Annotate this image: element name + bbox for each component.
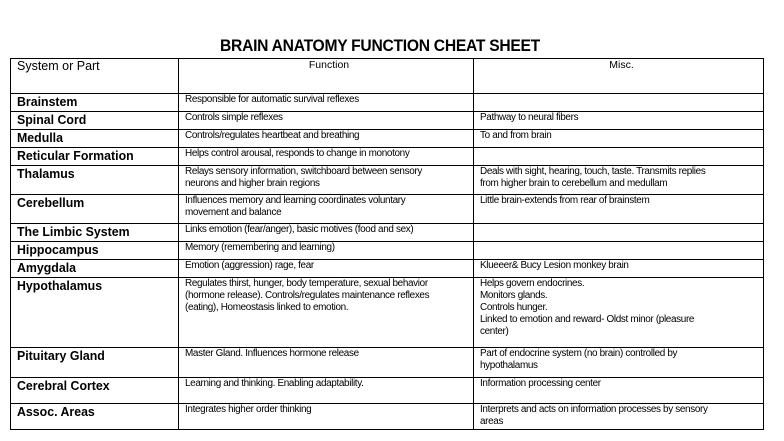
part-name: Hippocampus xyxy=(17,243,99,257)
table-row xyxy=(11,94,764,112)
misc-cell xyxy=(474,378,764,404)
function-text-line: (eating), Homeostasis linked to emotion. xyxy=(185,302,349,313)
part-cell xyxy=(11,378,179,404)
table-header-row xyxy=(11,59,764,94)
page-title: BRAIN ANATOMY FUNCTION CHEAT SHEET xyxy=(220,36,540,55)
misc-text-line: Deals with sight, hearing, touch, taste. Transmits replies xyxy=(480,166,706,177)
function-cell xyxy=(179,148,474,166)
misc-text-line: from higher brain to cerebellum and medullam xyxy=(480,178,668,189)
table-row xyxy=(11,404,764,430)
misc-text-line: Interprets and acts on information processes by sensory xyxy=(480,404,708,415)
function-cell xyxy=(179,278,474,348)
misc-cell xyxy=(474,224,764,242)
table-row xyxy=(11,224,764,242)
function-text-line: Helps control arousal, responds to change in monotony xyxy=(185,148,410,159)
misc-cell xyxy=(474,94,764,112)
table-row xyxy=(11,112,764,130)
function-text-line: Memory (remembering and learning) xyxy=(185,242,335,253)
part-cell xyxy=(11,112,179,130)
misc-text-line: To and from brain xyxy=(480,130,552,141)
function-text-line: Emotion (aggression) rage, fear xyxy=(185,260,314,271)
part-cell xyxy=(11,148,179,166)
part-cell xyxy=(11,260,179,278)
misc-text-line: hypothalamus xyxy=(480,360,538,371)
function-text-line: Integrates higher order thinking xyxy=(185,404,312,415)
function-cell xyxy=(179,348,474,378)
cheat-sheet-table xyxy=(10,58,764,430)
function-cell xyxy=(179,378,474,404)
part-name: Assoc. Areas xyxy=(17,405,95,419)
misc-cell xyxy=(474,348,764,378)
part-name: Pituitary Gland xyxy=(17,349,105,363)
misc-text-line: center) xyxy=(480,326,509,337)
function-cell xyxy=(179,112,474,130)
function-cell xyxy=(179,242,474,260)
misc-text-line: areas xyxy=(480,416,504,427)
part-name: Cerebellum xyxy=(17,196,85,210)
table-row xyxy=(11,195,764,224)
function-text-line: Relays sensory information, switchboard between sensory xyxy=(185,166,422,177)
part-cell xyxy=(11,278,179,348)
function-text-line: Regulates thirst, hunger, body temperature, sexual behavior xyxy=(185,278,428,289)
misc-cell xyxy=(474,112,764,130)
function-text-line: neurons and higher brain regions xyxy=(185,178,320,189)
header-system-or-part: System or Part xyxy=(11,59,179,94)
function-cell xyxy=(179,224,474,242)
function-cell xyxy=(179,195,474,224)
part-cell xyxy=(11,130,179,148)
misc-text-line: Little brain-extends from rear of brainstem xyxy=(480,195,650,206)
misc-text-line: Monitors glands. xyxy=(480,290,548,301)
header-function: Function xyxy=(179,59,474,94)
misc-text-line: Information processing center xyxy=(480,378,601,389)
misc-text-line: Part of endocrine system (no brain) controlled by xyxy=(480,348,678,359)
function-text-line: Controls/regulates heartbeat and breathing xyxy=(185,130,360,141)
misc-text-line: Controls hunger. xyxy=(480,302,548,313)
function-text-line: (hormone release). Controls/regulates maintenance reflexes xyxy=(185,290,430,301)
table-row xyxy=(11,348,764,378)
function-text-line: Controls simple reflexes xyxy=(185,112,283,123)
function-cell xyxy=(179,130,474,148)
misc-text-line: Pathway to neural fibers xyxy=(480,112,579,123)
part-name: Reticular Formation xyxy=(17,149,134,163)
function-text-line: Master Gland. Influences hormone release xyxy=(185,348,359,359)
misc-text-line: Linked to emotion and reward- Oldst minor (pleasure xyxy=(480,314,695,325)
part-name: The Limbic System xyxy=(17,225,130,239)
function-text-line: movement and balance xyxy=(185,207,282,218)
part-cell xyxy=(11,94,179,112)
misc-cell xyxy=(474,278,764,348)
table-row xyxy=(11,260,764,278)
function-cell xyxy=(179,404,474,430)
function-cell xyxy=(179,94,474,112)
misc-cell xyxy=(474,148,764,166)
table-row xyxy=(11,166,764,195)
table-row xyxy=(11,278,764,348)
part-cell xyxy=(11,195,179,224)
misc-cell xyxy=(474,166,764,195)
header-misc: Misc. xyxy=(474,59,764,94)
part-name: Hypothalamus xyxy=(17,279,103,293)
function-cell xyxy=(179,166,474,195)
part-cell xyxy=(11,348,179,378)
misc-cell xyxy=(474,242,764,260)
part-name: Spinal Cord xyxy=(17,113,87,127)
misc-cell xyxy=(474,404,764,430)
table-row xyxy=(11,378,764,404)
misc-cell xyxy=(474,130,764,148)
part-name: Thalamus xyxy=(17,167,75,181)
function-text-line: Links emotion (fear/anger), basic motives (food and sex) xyxy=(185,224,414,235)
part-name: Cerebral Cortex xyxy=(17,379,110,393)
misc-text-line: Helps govern endocrines. xyxy=(480,278,585,289)
part-cell xyxy=(11,404,179,430)
part-cell xyxy=(11,166,179,195)
table-row xyxy=(11,130,764,148)
table-row xyxy=(11,148,764,166)
part-name: Brainstem xyxy=(17,95,78,109)
function-text-line: Influences memory and learning coordinates voluntary xyxy=(185,195,406,206)
function-cell xyxy=(179,260,474,278)
part-cell xyxy=(11,242,179,260)
function-text-line: Responsible for automatic survival reflexes xyxy=(185,94,359,105)
table-row xyxy=(11,242,764,260)
misc-text-line: Klueeer& Bucy Lesion monkey brain xyxy=(480,260,629,271)
part-name: Amygdala xyxy=(17,261,77,275)
function-text-line: Learning and thinking. Enabling adaptability. xyxy=(185,378,364,389)
part-name: Medulla xyxy=(17,131,63,145)
misc-cell xyxy=(474,260,764,278)
part-cell xyxy=(11,224,179,242)
misc-cell xyxy=(474,195,764,224)
